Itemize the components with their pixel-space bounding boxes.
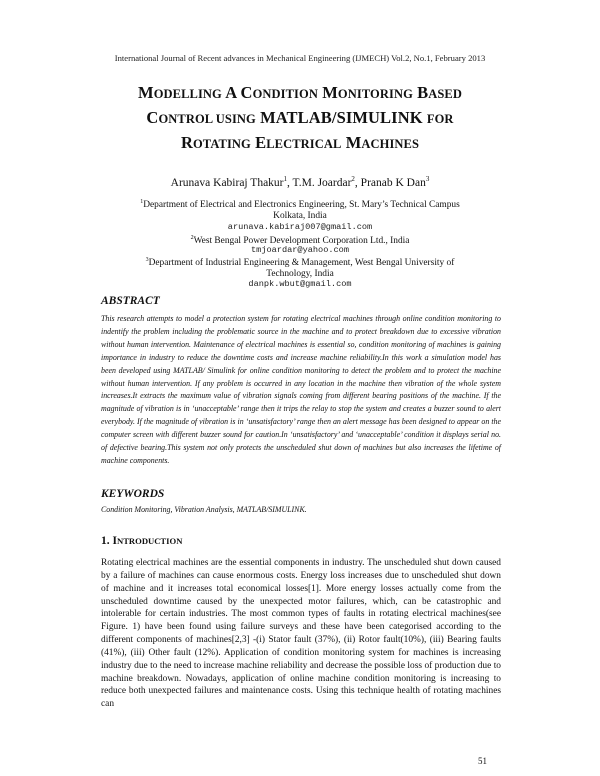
affiliation-2: $^2$West Bengal Power Development Corporation Ltd., India [190, 235, 410, 247]
title-line-2: CONTROL USING MATLAB/SIMULINK FOR [146, 108, 454, 127]
title-line-3: ROTATING ELECTRICAL MACHINES [180, 133, 420, 152]
author-name: Pranab K Dan [360, 176, 426, 189]
affiliation-1: $^1$Department of Electrical and Electronics Engineering, St. Mary’s Technical Campus Kolkata, India [140, 199, 460, 222]
page-number: 51 [478, 756, 487, 766]
author-list: Arunava Kabiraj Thakur$^1$, T.M. Joardar$^2$, Pranab K Dan$^3$ [170, 175, 430, 189]
email-3[interactable]: danpk.wbut@gmail.com [248, 279, 352, 289]
abstract-heading: ABSTRACT [101, 295, 160, 307]
keywords-heading: KEYWORDS [101, 488, 165, 500]
title-line-1: MODELLING A CONDITION MONITORING BASED [138, 83, 462, 102]
author-name: Arunava Kabiraj Thakur [170, 176, 284, 189]
abstract-text: This research attempts to model a protection system for rotating electrical machines through online condition monitoring to indentify the problem including the problematic source in the machine and to protect breakdown due to excessive vibration without human intervention. Maintenance of electrical machines is essential so, condition monitoring of machines is gaining importance in industry to reduce the downtime costs and increase machine reliability.In this work a simulation model has been developed using MATLAB/ Simulink for online condition monitoring to detect the problem and to protect the machine without human intervention. If any problem is occurred in any location in the machine then vibration of the whole system increases.It extracts the maximum value of vibration signals coming from different bearing positions of the machine. If the magnitude of vibration is in ‘unacceptable’ range then it trips the relay to stop the system and creates a buzzer sound to alert everybody. If the magnitude of vibration is in ‘unsatisfactory’ range then an alert message has been designed to appear on the computer screen with different buzzer sound for caution.In ‘unsatisfactory’ and ‘unacceptable’ condition it displays serial no. of defective bearing.This system not only protects the unscheduled shut down of machines but also increases the lifetime of machine components. [101, 314, 501, 465]
introduction-text: Rotating electrical machines are the essential components in industry. The unscheduled shut down caused by a failure of machines can cause enormous costs. Energy loss increases due to unscheduled shut down of machine and it increases total economical losses[1]. More energy losses actually come from the unscheduled downtime caused by the unexpected motor failures, which, can be catastrophic and intolerable for certain industries. The most common types of faults in rotating electrical machines(see Figure. 1) have been found using failure surveys and these have been categorised according to the different components of machines[2,3] -(i) Stator fault (37%), (ii) Rotor fault(10%), (iii) Bearing faults (41%), (iii) Other fault (12%). Application of condition monitoring system for machines is increasing industry due to the need to increase machine reliability and decrease the possible loss of production due to machine breakdown. Nowadays, application of online machine condition monitoring is increasing to reduce both unexpected failures and maintenance costs. Using this technique health of rotating machines can [101, 558, 501, 710]
paper-title [60, 81, 540, 156]
email-2[interactable]: tmjoardar@yahoo.com [251, 245, 349, 255]
journal-header: International Journal of Recent advances in Mechanical Engineering (IJMECH) Vol.2, No.1, February 2013 [114, 53, 486, 63]
author-name: T.M. Joardar [292, 176, 352, 189]
introduction-heading: 1. INTRODUCTION [101, 535, 183, 547]
affiliation-3: $^3$Department of Industrial Engineering & Management, West Bengal University of Technology, India [145, 257, 455, 280]
keywords-text: Condition Monitoring, Vibration Analysis, MATLAB/SIMULINK. [101, 505, 307, 514]
email-1[interactable]: arunava.kabiraj007@gmail.com [227, 222, 373, 232]
